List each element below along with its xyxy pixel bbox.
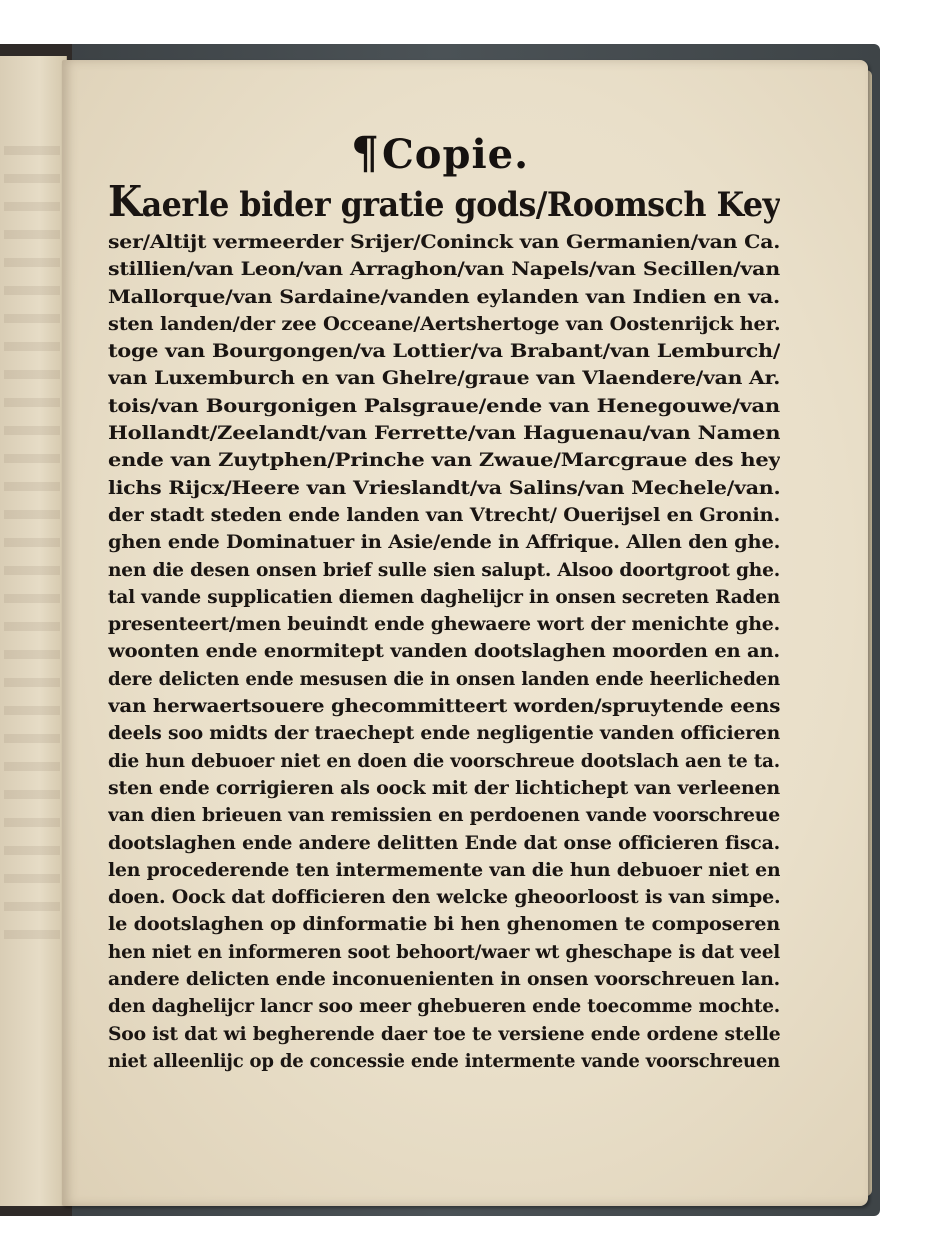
body-text — [108, 180, 780, 1075]
page-heading — [0, 128, 880, 179]
text-line: Hollandt/Zeelandt/van Ferrette/van Haguenau/van Namen — [108, 423, 780, 445]
text-line: deels soo midts der traechept ende negligentie vanden officieren — [108, 723, 781, 745]
text-line: sten ende corrigieren als oock mit der lichtichept van verleenen — [108, 777, 780, 799]
text-line: dere delicten ende mesusen die in onsen landen ende heerlicheden — [108, 668, 780, 690]
text-line-1: Kaerle bider gratie gods/Roomsch Key — [108, 180, 780, 227]
text-line: dootslaghen ende andere delitten Ende dat onse officieren fisca. — [108, 832, 780, 854]
initial-capital: K — [108, 180, 142, 226]
text-line: der stadt steden ende landen van Vtrecht/ Ouerijsel en Gronin. — [108, 504, 780, 526]
text-line: len procederende ten intermemente van die hun debuoer niet en — [108, 859, 780, 881]
text-line: van dien brieuen van remissien en perdoenen vande voorschreue — [108, 805, 780, 827]
text-line: tal vande supplicatien diemen daghelijcr in onsen secreten Raden — [108, 586, 780, 608]
text-line: sten landen/der zee Occeane/Aertshertoge van Oostenrijck her. — [108, 313, 780, 335]
text-line: van Luxemburch en van Ghelre/graue van Vlaendere/van Ar. — [108, 368, 780, 390]
text-line: nen die desen onsen brief sulle sien salupt. Alsoo doortgroot ghe. — [108, 559, 780, 581]
text-line: die hun debuoer niet en doen die voorschreue dootslach aen te ta. — [108, 750, 780, 772]
text-line: niet alleenlijc op de concessie ende intermente vande voorschreuen — [108, 1050, 780, 1072]
text-line: andere delicten ende inconuenienten in onsen voorschreuen lan. — [108, 969, 780, 991]
text-line: toge van Bourgongen/va Lottier/va Brabant/van Lemburch/ — [108, 341, 780, 363]
text-line: le dootslaghen op dinformatie bi hen ghenomen te composeren — [108, 914, 780, 936]
text-line: presenteert/men beuindt ende ghewaere wort der menichte ghe. — [108, 614, 780, 636]
text-line: stillien/van Leon/van Arraghon/van Napels/van Secillen/van — [108, 259, 780, 281]
text-line: ende van Zuytphen/Prinche van Zwaue/Marcgraue des hey — [108, 450, 780, 472]
text-line: hen niet en informeren soot behoort/waer wt gheschape is dat veel — [108, 941, 780, 963]
text-line: den daghelijcr lancr soo meer ghebueren ende toecomme mochte. — [108, 996, 780, 1018]
text-line: ser/Altijt vermeerder Srijer/Coninck van Germanien/van Ca. — [108, 232, 780, 253]
text-line: doen. Oock dat dofficieren den welcke gheoorloost is van simpe. — [108, 887, 781, 909]
text-line: woonten ende enormitept vanden dootslaghen moorden en an. — [108, 641, 780, 663]
text-line: Soo ist dat wi begherende daer toe te versiene ende ordene stelle — [108, 1023, 780, 1045]
left-page-show-through — [4, 146, 60, 946]
left-page — [0, 56, 67, 1206]
pilcrow-mark: ¶ — [350, 128, 380, 179]
text-line: Mallorque/van Sardaine/vanden eylanden van Indien en va. — [108, 286, 781, 308]
text-line: tois/van Bourgonigen Palsgraue/ende van Henegouwe/van — [108, 395, 780, 417]
text-line: van herwaertsouere ghecommitteert worden/spruytende eens — [108, 696, 780, 718]
text-line: lichs Rijcx/Heere van Vrieslandt/va Salins/van Mechele/van. — [108, 477, 780, 499]
text-line: ghen ende Dominatuer in Asie/ende in Affrique. Allen den ghe. — [108, 532, 780, 554]
heading-text: Copie. — [381, 131, 530, 178]
